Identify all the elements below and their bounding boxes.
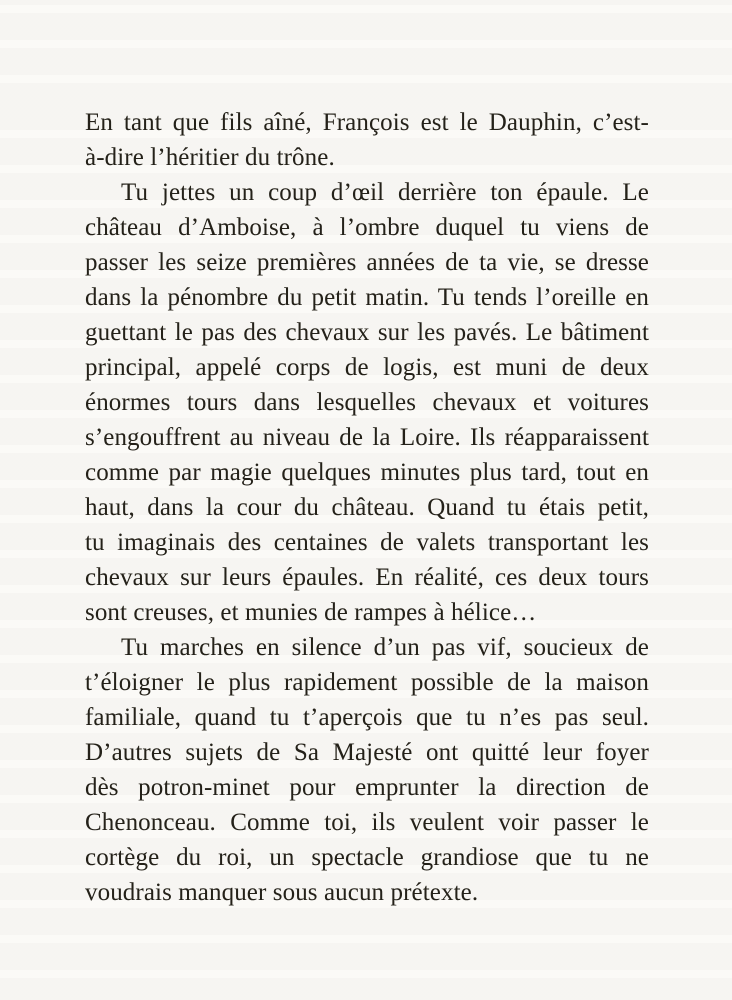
paragraph-chateau-amboise xyxy=(85,175,649,630)
text-line: comme par magie quelques minutes plus tard, tout en xyxy=(85,459,649,486)
text-line: énormes tours dans lesquelles chevaux et voitures xyxy=(85,389,649,416)
text-line: chevaux sur leurs épaules. En réalité, ces deux tours xyxy=(85,564,649,591)
text-line: En tant que fils aîné, François est le Dauphin, c’est- xyxy=(85,109,649,136)
paragraph-dauphin xyxy=(85,105,649,175)
text-line: principal, appelé corps de logis, est muni de deux xyxy=(85,354,649,381)
text-line: familiale, quand tu t’aperçois que tu n’es pas seul. xyxy=(85,704,649,731)
text-line: guettant le pas des chevaux sur les pavés. Le bâtiment xyxy=(85,319,649,346)
text-line: t’éloigner le plus rapidement possible de la maison xyxy=(85,669,649,696)
text-line: dès potron-minet pour emprunter la direction de xyxy=(85,774,649,801)
text-line: Tu marches en silence d’un pas vif, soucieux de xyxy=(121,634,649,661)
text-line: château d’Amboise, à l’ombre duquel tu viens de xyxy=(85,214,649,241)
text-line: dans la pénombre du petit matin. Tu tends l’oreille en xyxy=(85,284,649,311)
text-line: D’autres sujets de Sa Majesté ont quitté leur foyer xyxy=(85,739,649,766)
text-line: Chenonceau. Comme toi, ils veulent voir passer le xyxy=(85,809,649,836)
text-line: passer les seize premières années de ta vie, se dresse xyxy=(85,249,649,276)
text-line: voudrais manquer sous aucun prétexte. xyxy=(85,879,479,906)
text-line: sont creuses, et munies de rampes à hélice… xyxy=(85,599,537,626)
paragraph-depart xyxy=(85,630,649,910)
text-line: tu imaginais des centaines de valets transportant les xyxy=(85,529,649,556)
text-line: cortège du roi, un spectacle grandiose que tu ne xyxy=(85,844,649,871)
text-line: à-dire l’héritier du trône. xyxy=(85,144,335,171)
text-line: Tu jettes un coup d’œil derrière ton épaule. Le xyxy=(121,179,649,206)
text-line: s’engouffrent au niveau de la Loire. Ils réapparaissent xyxy=(85,424,649,451)
text-line: haut, dans la cour du château. Quand tu étais petit, xyxy=(85,494,649,521)
page-text xyxy=(85,105,649,910)
